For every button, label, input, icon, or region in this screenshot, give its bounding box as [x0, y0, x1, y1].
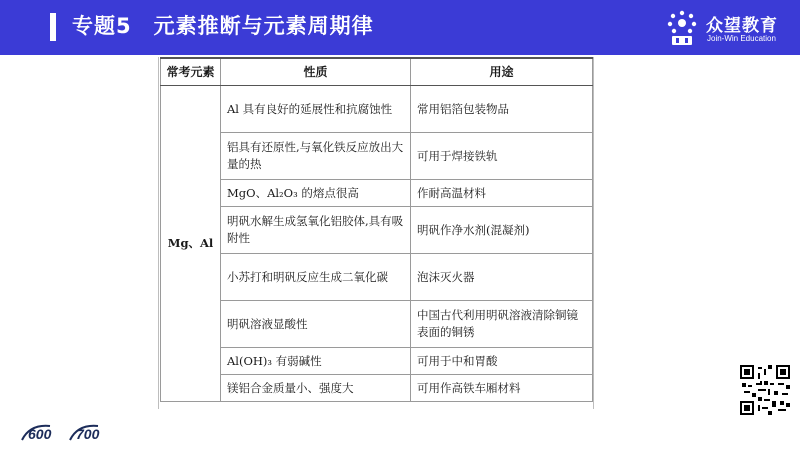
column-header-use: 用途: [411, 58, 593, 86]
page-title: [72, 10, 374, 40]
use-cell: 泡沫灭火器: [411, 254, 593, 301]
footer-badge-700: 700: [76, 426, 100, 442]
table-row: [161, 133, 593, 180]
topic-label: 专题5: [72, 14, 132, 38]
use-cell: 可用作高铁车厢材料: [411, 375, 593, 402]
table-row: [161, 86, 593, 133]
brand-logo: [664, 9, 794, 49]
table-row: [161, 375, 593, 402]
brand-name: 众望教育: [706, 16, 778, 36]
table-header-row: [161, 58, 593, 86]
use-cell: 可用于焊接铁轨: [411, 133, 593, 180]
use-cell: 明矾作净水剂(混凝剂): [411, 207, 593, 254]
use-cell: 作耐高温材料: [411, 180, 593, 207]
column-header-element: 常考元素: [161, 58, 221, 86]
column-header-property: 性质: [221, 58, 411, 86]
property-cell: 明矾溶液显酸性: [221, 301, 411, 348]
property-cell: 明矾水解生成氢氧化铝胶体,具有吸附性: [221, 207, 411, 254]
property-cell: MgO、Al₂O₃ 的熔点很高: [221, 180, 411, 207]
brand-name-en: Join-Win Education: [707, 34, 776, 43]
properties-table: [160, 57, 593, 402]
use-cell: 可用于中和胃酸: [411, 348, 593, 375]
qr-code-icon: [740, 365, 790, 415]
footer-badge-600: 600: [28, 426, 52, 442]
use-cell: 常用铝箔包装物品: [411, 86, 593, 133]
brand-mark-icon: [664, 9, 700, 47]
property-cell: Al(OH)₃ 有弱碱性: [221, 348, 411, 375]
property-cell: 镁铝合金质量小、强度大: [221, 375, 411, 402]
property-cell: 铝具有还原性,与氧化铁反应放出大量的热: [221, 133, 411, 180]
element-cell: Mg、Al: [161, 86, 221, 402]
table-row: [161, 207, 593, 254]
property-cell: Al 具有良好的延展性和抗腐蚀性: [221, 86, 411, 133]
table-row: [161, 180, 593, 207]
properties-table-container: [158, 57, 594, 409]
footer-score-logo: [20, 420, 130, 444]
title-accent-bar: [50, 13, 56, 41]
property-cell: 小苏打和明矾反应生成二氧化碳: [221, 254, 411, 301]
table-row: [161, 348, 593, 375]
topic-title: 元素推断与元素周期律: [153, 14, 374, 38]
table-row: [161, 254, 593, 301]
table-row: [161, 301, 593, 348]
use-cell: 中国古代利用明矾溶液清除铜镜表面的铜锈: [411, 301, 593, 348]
header-bar: [0, 0, 800, 55]
